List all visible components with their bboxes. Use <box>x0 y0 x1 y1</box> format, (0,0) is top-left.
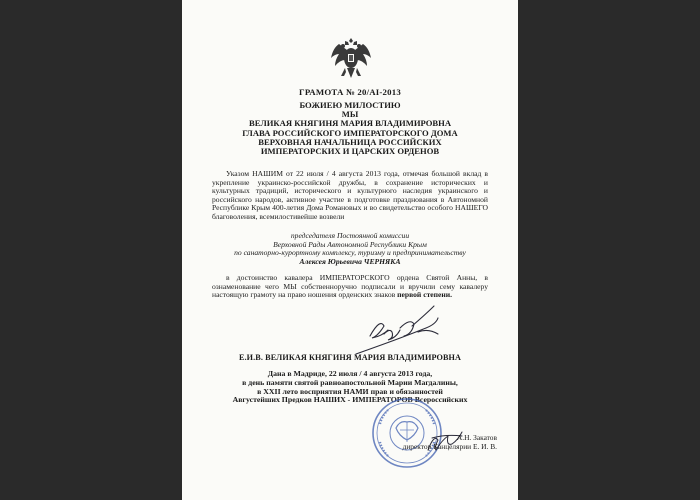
director-name: А.Н. Закатов <box>456 433 497 442</box>
recipient-line: Верховной Рады Автономной Республики Крым <box>273 239 427 249</box>
certificate-number: ГРАМОТА № 20/AI-2013 <box>299 87 401 97</box>
heading-line: БОЖИЕЮ МИЛОСТИЮ <box>299 100 401 110</box>
double-headed-eagle-icon <box>325 32 377 84</box>
heading-line: МЫ <box>341 109 359 120</box>
heading-line: ИМПЕРАТОРСКИХ И ЦАРСКИХ ОРДЕНОВ <box>260 146 440 157</box>
signatory-title: Е.И.В. ВЕЛИКАЯ КНЯГИНЯ МАРИЯ ВЛАДИМИРОВНА <box>238 353 462 362</box>
recipient-line: председателя Постоянной комиссии <box>290 231 410 240</box>
director-title: директор Канцелярии Е. И. В. <box>402 442 497 452</box>
date-line: Дана в Мадриде, 22 июля / 4 августа 2013 года, <box>267 369 433 378</box>
title-heading <box>182 101 518 156</box>
decree-paragraph <box>212 170 488 222</box>
recipient-line: по санаторно-курортному комплексу, туризму и предпринимательству <box>234 248 466 258</box>
countersign-block <box>397 433 497 451</box>
award-text-main: в достоинство кавалера ИМПЕРАТОРСКОГО ордена Святой Анны, в ознаменование чего МЫ собственноручно подписали и вручили сему кавалеру настоящую грамоту на право ношения орденских знаков <box>212 273 488 300</box>
decree-text: Указом НАШИМ от 22 июля / 4 августа 2013 года, отмечая большой вклад в укрепление украинско-российской дружбы, в сохранение исторических и культурных традиций, исторического и культурного наследия украинского и российского народов, активное участие в подготовке празднования в Автономной Республике Крым 400-летия Дома Романовых и во свидетельство особого НАШЕГО благоволения, всемилостивейше возвели <box>212 169 488 221</box>
award-degree: первой степени. <box>397 290 453 300</box>
date-line: Августейших Предков НАШИХ - ИМПЕРАТОРОВ Всероссийских <box>232 395 468 405</box>
date-line: в XXII лето восприятия НАМИ прав и обязанностей <box>257 386 443 396</box>
date-line: в день памяти святой равноапостольной Марии Магдалины, <box>242 377 458 387</box>
heading-line: ВЕРХОВНАЯ НАЧАЛЬНИЦА РОССИЙСКИХ <box>258 136 442 147</box>
date-block <box>182 370 518 405</box>
certificate-page <box>182 0 518 500</box>
recipient-name: Алексея Юрьевича ЧЕРНЯКА <box>299 256 401 266</box>
heading-line: ВЕЛИКАЯ КНЯГИНЯ МАРИЯ ВЛАДИМИРОВНА <box>248 118 452 129</box>
recipient-block <box>182 232 518 266</box>
heading-line: ГЛАВА РОССИЙСКОГО ИМПЕРАТОРСКОГО ДОМА <box>242 127 458 138</box>
